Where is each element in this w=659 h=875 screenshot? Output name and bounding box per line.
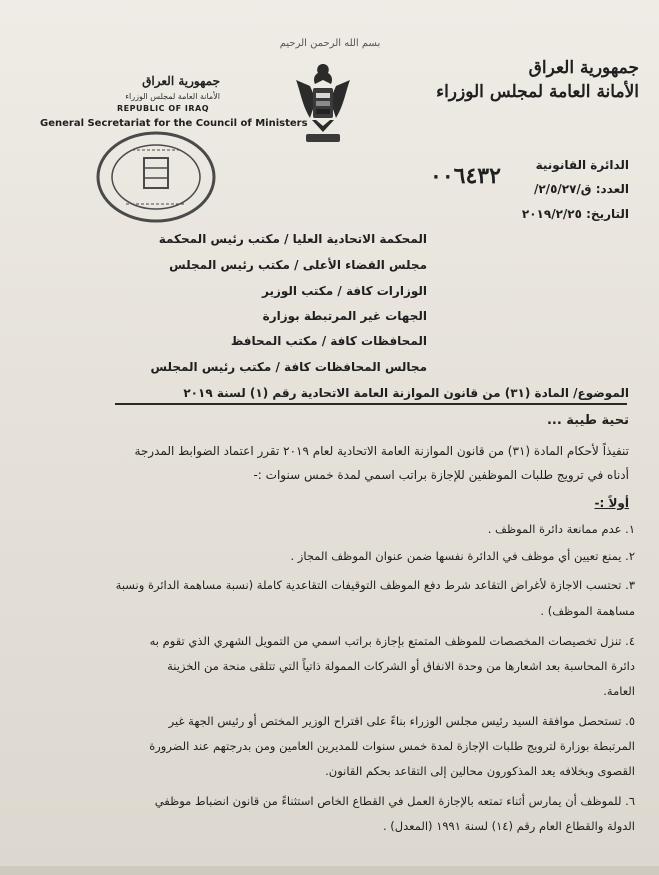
addressee-line: مجالس المحافظات كافة / مكتب رئيس المجلس bbox=[150, 360, 427, 374]
item-number: ٥. bbox=[625, 714, 635, 728]
subject-line: الموضوع/ المادة (٣١) من قانون الموازنة العامة الاتحادية رقم (١) لسنة ٢٠١٩ bbox=[183, 386, 629, 400]
item-text: للموظف أن يمارس أثناء تمتعه بالإجازة العمل في القطاع الخاص استثناءً من قانون انضباط موظفي bbox=[154, 794, 622, 808]
addressee-line: المحكمة الاتحادية العليا / مكتب رئيس المحكمة bbox=[158, 232, 427, 246]
department-label: الدائرة القانونية bbox=[535, 158, 629, 172]
subject-underline bbox=[115, 403, 627, 405]
item-text: تنزل تخصيصات المخصصات للموظف المتمتع بإجازة براتب اسمي من التمويل الشهري الذي تقوم به bbox=[149, 634, 622, 648]
item-number: ٢. bbox=[625, 549, 635, 563]
stamp-secretariat-en: General Secretariat for the Council of Ministers bbox=[40, 118, 308, 129]
addressee-line: المحافظات كافة / مكتب المحافظ bbox=[230, 334, 427, 348]
addressee-line: الجهات غير المرتبطة بوزارة bbox=[262, 309, 427, 323]
item-text: يمنع تعيين أي موظف في الدائرة نفسها ضمن عنوان الموظف المجاز . bbox=[290, 549, 622, 563]
item-continuation: القصوى وبخلافه يعد المذكورون محالين إلى التقاعد بحكم القانون. bbox=[325, 764, 635, 778]
document-date: التاريخ: ٢٠١٩/٢/٢٥ bbox=[521, 207, 629, 221]
item-number: ٤. bbox=[625, 634, 635, 648]
item-number: ١. bbox=[625, 522, 635, 536]
addressee-line: مجلس القضاء الأعلى / مكتب رئيس المجلس bbox=[169, 258, 427, 272]
intro-line: تنفيذاً لأحكام المادة (٣١) من قانون الموازنة العامة الاتحادية لعام ٢٠١٩ تقرر اعتماد الضوابط المدرجة bbox=[134, 444, 629, 458]
page-bottom-edge bbox=[0, 866, 659, 875]
eagle-emblem-icon bbox=[288, 60, 358, 150]
greeting: تحية طيبة ... bbox=[546, 413, 629, 428]
item-continuation: دائرة المحاسبة بعد اشعارها من وحدة الانفاق أو الشركات الممولة ذاتياً التي تتلقى منحة من الخزينة bbox=[167, 659, 635, 673]
list-item bbox=[23, 631, 635, 651]
addressee-line: الوزارات كافة / مكتب الوزير bbox=[262, 284, 427, 298]
list-item bbox=[23, 791, 635, 811]
item-continuation: الدولة والقطاع العام رقم (١٤) لسنة ١٩٩١ (المعدل) . bbox=[382, 819, 635, 833]
stamp-republic-ar: جمهورية العراق bbox=[142, 74, 220, 88]
item-text: عدم ممانعة دائرة الموظف . bbox=[487, 522, 622, 536]
item-continuation: المرتبطة بوزارة لترويج طلبات الإجازة لمدة خمس سنوات للمديرين العامين ومن بدرجتهم عند الضرورة bbox=[149, 739, 635, 753]
item-number: ٦. bbox=[625, 794, 635, 808]
item-continuation: العامة. bbox=[603, 684, 635, 698]
secretariat-title: الأمانة العامة لمجلس الوزراء bbox=[436, 82, 639, 102]
office-seal-icon bbox=[92, 128, 220, 226]
stamp-republic-en: REPUBLIC OF IRAQ bbox=[117, 104, 209, 113]
section-label: أولاً :- bbox=[594, 496, 629, 510]
basmala: بسم الله الرحمن الرحيم bbox=[279, 38, 381, 49]
item-number: ٣. bbox=[625, 578, 635, 592]
list-item bbox=[23, 546, 635, 566]
item-text: تحتسب الاجازة لأغراض التقاعد شرط دفع الموظف التوقيفات التقاعدية كاملة (نسبة مساهمة الدائرة ونسبة bbox=[115, 578, 622, 592]
item-continuation: مساهمة الموظف) . bbox=[540, 604, 635, 618]
republic-title: جمهورية العراق bbox=[528, 58, 639, 78]
item-text: تستحصل موافقة السيد رئيس مجلس الوزراء بناءً على اقتراح الوزير المختص أو رئيس الجهة غير bbox=[168, 714, 622, 728]
stamp-secretariat-ar: الأمانة العامة لمجلس الوزراء bbox=[125, 92, 220, 101]
list-item bbox=[23, 575, 635, 595]
list-item bbox=[23, 711, 635, 731]
intro-line: أدناه في ترويج طلبات الموظفين للإجازة براتب اسمي لمدة خمس سنوات :- bbox=[253, 468, 629, 482]
document-number: العدد: ق/٢/٥/٢٧/ bbox=[533, 182, 629, 196]
serial-number: ٠٠٦٤٣٢ bbox=[430, 163, 501, 189]
list-item bbox=[23, 519, 635, 539]
